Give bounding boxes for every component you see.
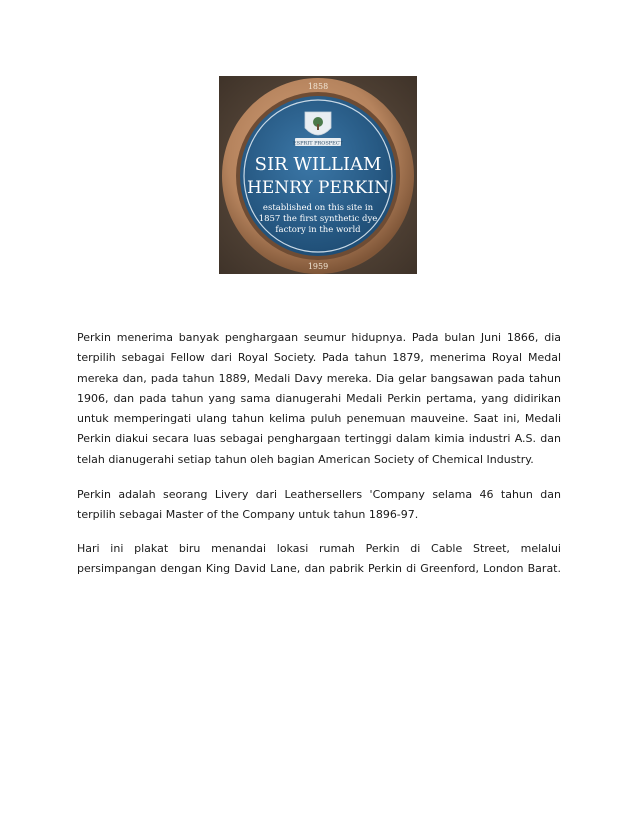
paragraph-leathersellers: Perkin adalah seorang Livery dari Leathersellers 'Company selama 46 tahun dan terpilih sebagai Master of the Company untuk tahun 1896-97. bbox=[77, 488, 561, 522]
plaque-caption-line3: factory in the world bbox=[275, 225, 361, 235]
blue-plaque-illustration bbox=[219, 76, 417, 274]
blue-plaque-photo bbox=[219, 76, 417, 274]
paragraph-awards: Perkin menerima banyak penghargaan seumur hidupnya. Pada bulan Juni 1866, dia terpilih sebagai Fellow dari Royal Society. Pada tahun 1879, menerima Royal Medal mereka dan, pada tahun 1889, Medali Davy mereka. Dia gelar bangsawan pada tahun 1906, dan pada tahun yang sama dianugerahi Medali Perkin pertama, yang didirikan untuk memperingati ulang tahun kelima puluh penemuan mauveine. Saat ini, Medali Perkin diakui secara luas sebagai penghargaan tertinggi dalam kimia industri A.S. dan telah dianugerahi setiap tahun oleh bagian American Society of Chemical Industry. bbox=[77, 331, 561, 466]
plaque-name-line1: SIR WILLIAM bbox=[254, 154, 382, 175]
plaque-caption-line1: established on this site in bbox=[262, 203, 374, 213]
plaque-motto: ESPRIT PROSPECT bbox=[293, 140, 343, 147]
plaque-name-line2: HENRY PERKIN bbox=[247, 178, 389, 198]
plaque-caption-line2: 1857 the first synthetic dye bbox=[258, 214, 378, 224]
crest-icon bbox=[305, 112, 331, 135]
paragraph-blue-plaque: Hari ini plakat biru menandai lokasi rumah Perkin di Cable Street, melalui persimpangan dengan King David Lane, dan pabrik Perkin di Greenford, London Barat. bbox=[77, 542, 561, 576]
plaque-bottom-year: 1959 bbox=[307, 262, 329, 271]
plaque-top-year: 1858 bbox=[307, 82, 329, 91]
